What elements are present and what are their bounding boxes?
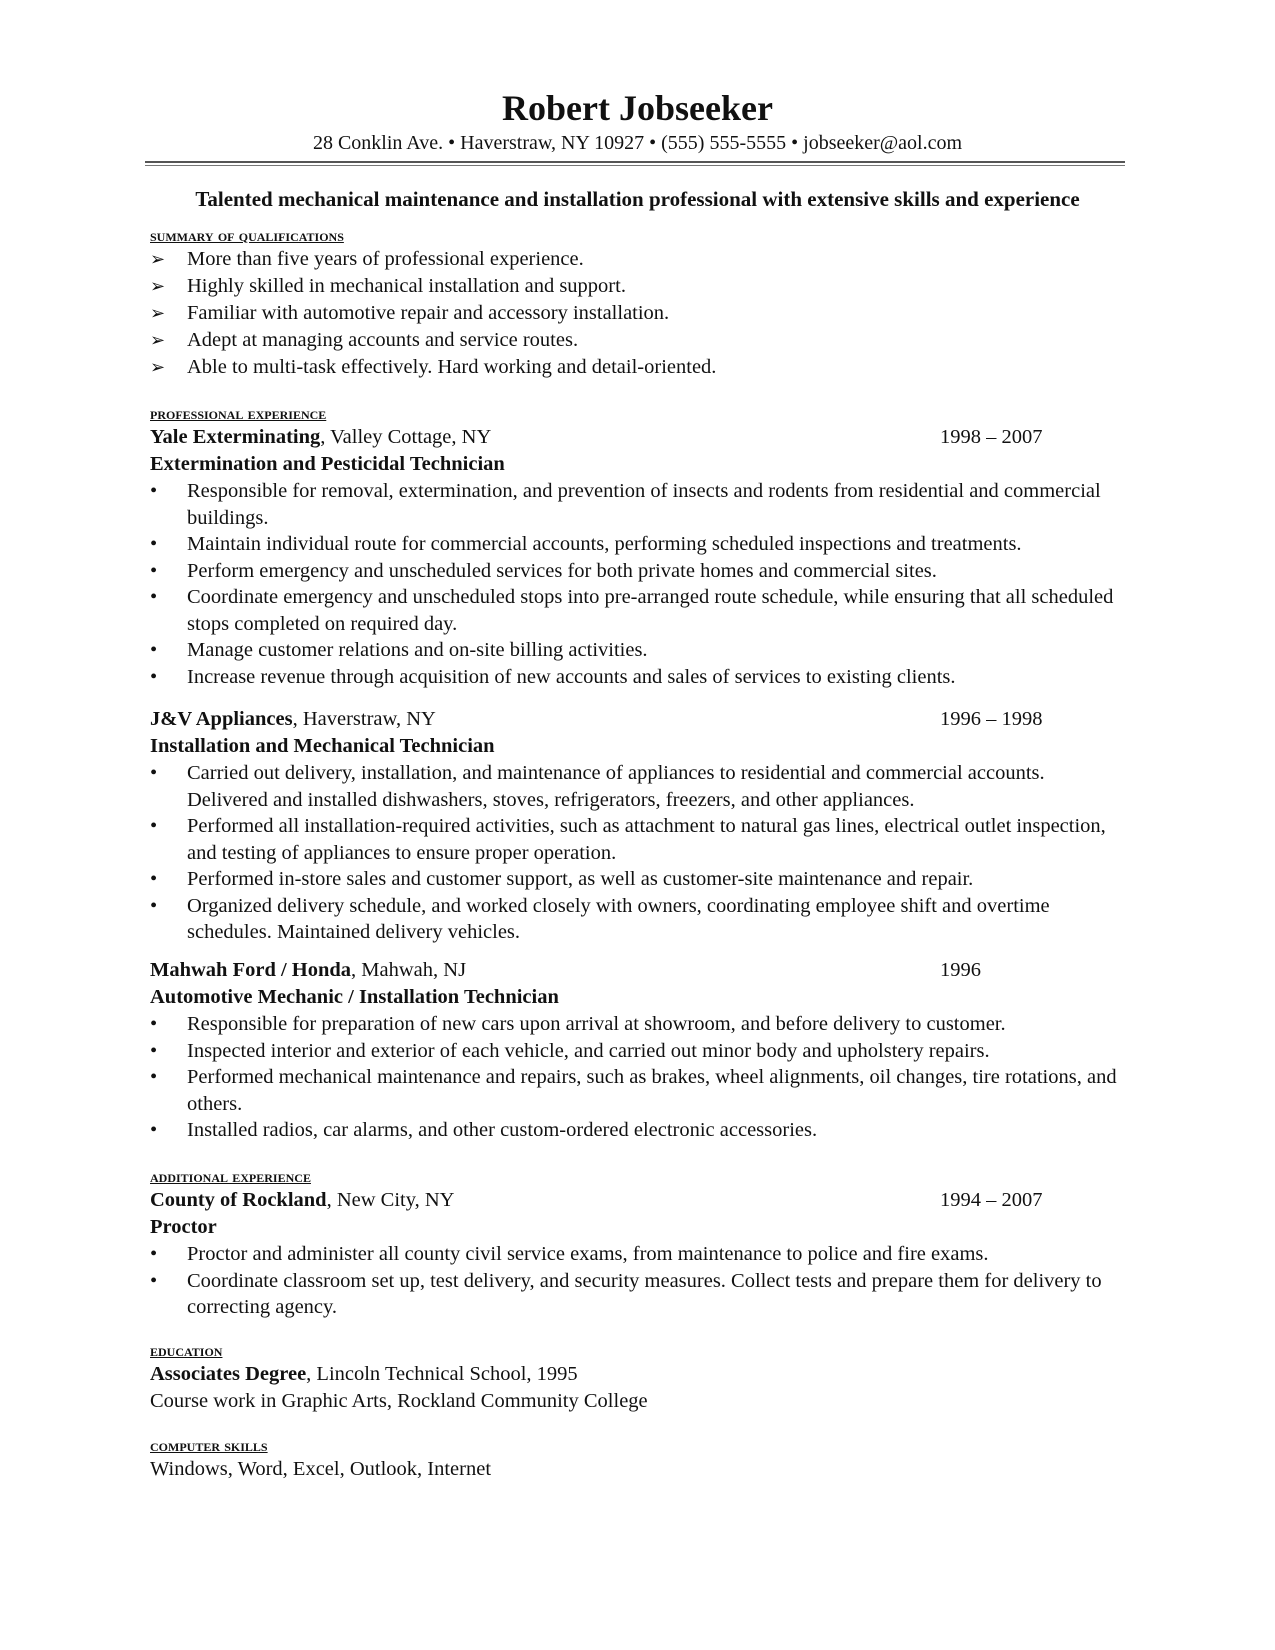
experience-section xyxy=(150,404,1130,690)
job-bullet: • Responsible for removal, extermination, and prevention of insects and rodents from residential and commercial buildings. xyxy=(150,480,1101,529)
job-dates: 1996 – 1998 xyxy=(940,708,1043,730)
job-bullets xyxy=(150,1011,1130,1144)
job-bullet: • Organized delivery schedule, and worked closely with owners, coordinating employee shift and overtime schedules. Maintained delivery vehicles. xyxy=(150,894,1050,943)
job-bullet: • Performed all installation-required activities, such as attachment to natural gas lines, electrical outlet inspection, and testing of appliances to ensure proper operation. xyxy=(150,815,1106,864)
header-divider xyxy=(145,161,1125,163)
job-bullet: • Installed radios, car alarms, and other custom-ordered electronic accessories. xyxy=(150,1117,1130,1144)
section-heading-experience: professional experience xyxy=(150,404,327,423)
job-title: Extermination and Pesticidal Technician xyxy=(150,453,505,475)
bullet-icon: • xyxy=(150,559,158,582)
job-bullet: • Coordinate classroom set up, test delivery, and security measures. Collect tests and prepare them for delivery to correcting agency. xyxy=(150,1269,1102,1318)
bullet-icon: • xyxy=(150,1013,158,1035)
company-name: J&V Appliances xyxy=(150,708,293,730)
arrow-bullet-icon: ➢ xyxy=(150,357,166,377)
bullet-icon: • xyxy=(150,533,158,555)
job-header xyxy=(150,957,1130,984)
job-bullet: • Performed mechanical maintenance and repairs, such as brakes, wheel alignments, oil changes, tire rotations, and others. xyxy=(150,1066,1117,1115)
skills-list: Windows, Word, Excel, Outlook, Internet xyxy=(150,1458,492,1480)
job-title: Automotive Mechanic / Installation Technician xyxy=(150,986,559,1008)
job-bullet: • Proctor and administer all county civil service exams, from maintenance to police and fire exams. xyxy=(150,1241,1130,1268)
company-name: Mahwah Ford / Honda xyxy=(150,959,352,981)
company-name: Yale Exterminating xyxy=(150,426,321,448)
bullet-icon: • xyxy=(150,1269,158,1292)
bullet-icon: • xyxy=(150,586,158,608)
education-section xyxy=(150,1341,1130,1415)
job-location: , Haverstraw, NY xyxy=(292,708,436,730)
job-bullets xyxy=(150,478,1130,690)
job-block xyxy=(150,706,1130,946)
summary-item: ➢ Adept at managing accounts and service routes. xyxy=(150,327,1130,354)
bullet-icon: • xyxy=(150,868,158,890)
job-bullet: • Increase revenue through acquisition of new accounts and sales of services to existing clients. xyxy=(150,664,1130,691)
bullet-icon: • xyxy=(150,639,158,661)
degree-line xyxy=(150,1361,1130,1388)
job-bullets xyxy=(150,760,1130,946)
arrow-bullet-icon: ➢ xyxy=(150,303,166,323)
bullet-icon: • xyxy=(150,762,158,784)
summary-item: ➢ Familiar with automotive repair and accessory installation. xyxy=(150,300,1130,327)
bullet-icon: • xyxy=(150,665,158,688)
coursework-line: Course work in Graphic Arts, Rockland Community College xyxy=(150,1390,648,1412)
job-header xyxy=(150,424,1130,451)
arrow-bullet-icon: ➢ xyxy=(150,276,166,296)
job-title: Proctor xyxy=(150,1216,217,1238)
summary-section xyxy=(150,226,1130,381)
job-bullets xyxy=(150,1241,1130,1321)
job-dates: 1994 – 2007 xyxy=(940,1189,1043,1211)
section-heading-education: education xyxy=(150,1341,223,1360)
bullet-icon: • xyxy=(150,1243,158,1265)
job-location: , Mahwah, NJ xyxy=(351,959,467,981)
job-bullet: • Coordinate emergency and unscheduled stops into pre-arranged route schedule, while ensuring that all scheduled stops completed on required day. xyxy=(150,586,1114,635)
job-location: , New City, NY xyxy=(326,1189,455,1211)
job-block xyxy=(150,957,1130,1144)
bullet-icon: • xyxy=(150,815,158,837)
bullet-icon: • xyxy=(150,1119,158,1141)
job-bullet: • Inspected interior and exterior of each vehicle, and carried out minor body and upholstery repairs. xyxy=(150,1038,1130,1065)
section-heading-additional: additional experience xyxy=(150,1167,311,1186)
summary-item: ➢ More than five years of professional experience. xyxy=(150,246,1130,273)
job-bullet: • Manage customer relations and on-site billing activities. xyxy=(150,637,1130,664)
company-name: County of Rockland xyxy=(150,1189,327,1211)
bullet-icon: • xyxy=(150,894,158,917)
job-bullet: • Responsible for preparation of new cars upon arrival at showroom, and before delivery to customer. xyxy=(150,1011,1130,1038)
job-bullet: • Performed in-store sales and customer support, as well as customer-site maintenance and repair. xyxy=(150,866,1130,893)
section-heading-skills: computer skills xyxy=(150,1436,268,1455)
section-heading-summary: summary of qualifications xyxy=(150,226,344,245)
arrow-bullet-icon: ➢ xyxy=(150,330,166,350)
job-title: Installation and Mechanical Technician xyxy=(150,735,495,757)
job-header xyxy=(150,706,1130,733)
candidate-name: Robert Jobseeker xyxy=(502,88,773,128)
contact-line: 28 Conklin Ave. • Haverstraw, NY 10927 • (555) 555-5555 • jobseeker@aol.com xyxy=(312,132,963,154)
bullet-icon: • xyxy=(150,1039,158,1062)
tagline: Talented mechanical maintenance and installation professional with extensive skills and experience xyxy=(195,187,1080,211)
job-dates: 1996 xyxy=(940,959,981,981)
arrow-bullet-icon: ➢ xyxy=(150,249,166,269)
job-bullet: • Carried out delivery, installation, and maintenance of appliances to residential and commercial accounts. Delivered and installed dishwashers, stoves, refrigerators, freezers, and other appliances. xyxy=(150,762,1045,811)
additional-section xyxy=(150,1167,1130,1321)
job-dates: 1998 – 2007 xyxy=(940,426,1043,448)
bullet-icon: • xyxy=(150,480,158,502)
job-location: , Valley Cottage, NY xyxy=(320,426,492,448)
degree-details: , Lincoln Technical School, 1995 xyxy=(306,1363,578,1385)
degree-name: Associates Degree xyxy=(150,1363,307,1385)
summary-item: ➢ Highly skilled in mechanical installation and support. xyxy=(150,273,1130,300)
skills-section xyxy=(150,1436,1130,1483)
summary-list xyxy=(150,246,1130,381)
job-bullet: • Maintain individual route for commercial accounts, performing scheduled inspections and treatments. xyxy=(150,531,1130,558)
bullet-icon: • xyxy=(150,1066,158,1088)
summary-item: ➢ Able to multi-task effectively. Hard working and detail-oriented. xyxy=(150,354,1130,381)
job-bullet: • Perform emergency and unscheduled services for both private homes and commercial sites. xyxy=(150,558,1130,585)
header-divider-thin xyxy=(145,165,1125,166)
job-header xyxy=(150,1187,1130,1214)
